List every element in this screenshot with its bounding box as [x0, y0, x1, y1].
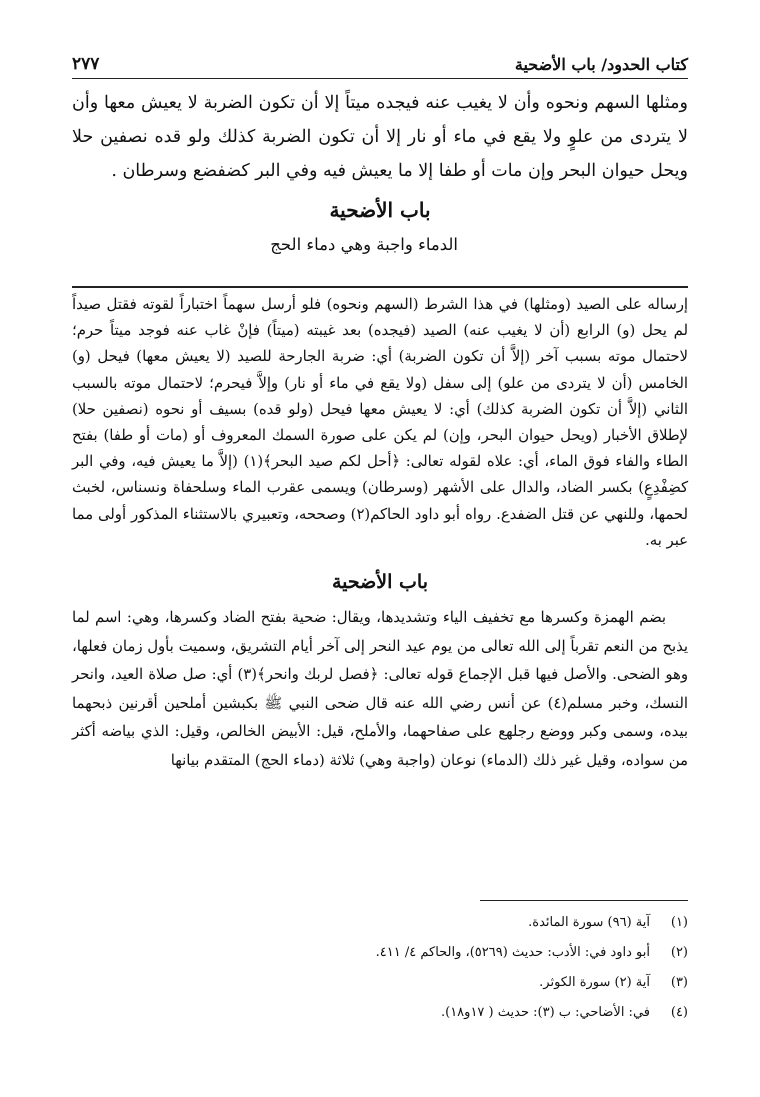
page-number: ٢٧٧	[72, 54, 100, 74]
sharh-paragraph-2: بضم الهمزة وكسرها مع تخفيف الياء وتشديدها، ويقال: ضحية بفتح الضاد وكسرها، وهي: اسم لما يذبح من النعم تقرباً إلى الله تعالى من يوم عيد النحر إلى آخر أيام التشريق، وسميت بأول زمان فعلها، وهو الضحى. والأصل فيها قبل الإجماع قوله تعالى: ﴿فصل لربك وانحر﴾(٣) أي: صل صلاة العيد، وانحر النسك، وخبر مسلم(٤) عن أنس رضي الله عنه قال ضحى النبي ﷺ بكبشين أملحين أقرنين ذبحهما بيده، وسمى وكبر ووضع رجلهع على صفاحهما، والأملح، قيل: الأبيض الخالص، وقيل: الذي بياضه أكثر من سواده، وقيل غير ذلك (الدماء) نوعان (واجبة وهي) ثلاثة (دماء الحج) المتقدم بيانها	[72, 609, 688, 769]
chapter-title: باب الأضحية	[329, 198, 431, 222]
footnote-text: آية (٩٦) سورة المائدة.	[528, 915, 650, 930]
sharh-text	[72, 292, 688, 775]
running-title: كتاب الحدود/ باب الأضحية	[514, 55, 688, 74]
footnote-number: (٤)	[670, 1005, 688, 1020]
chapter-subtitle: الدماء واجبة وهي دماء الحج	[270, 235, 458, 254]
matn-text	[72, 86, 688, 260]
matn-sharh-divider	[72, 286, 688, 288]
footnote-number: (١)	[670, 915, 688, 930]
footnote-rule	[480, 900, 688, 901]
footnote-text: أبو داود في: الأدب: حديث (٥٢٦٩)، والحاكم ٤/ ٤١١.	[375, 945, 650, 960]
section-title: باب الأضحية	[331, 571, 428, 594]
matn-paragraph: ومثلها السهم ونحوه وأن لا يغيب عنه فيجده ميتاً إلا أن تكون الضربة لا يعيش معها وأن لا يتردى من علوٍ ولا يقع في ماء أو نار إلا أن تكون الضربة كذلك ولو قده نصفين حلا ويحل حيوان البحر وإن مات أو طفا إلا ما يعيش فيه وفي البر كضفضع وسرطان .	[72, 93, 688, 181]
footnotes	[72, 908, 688, 1028]
footnote	[72, 908, 688, 938]
footnote-number: (٣)	[670, 975, 688, 990]
footnote	[72, 998, 688, 1028]
header-rule	[72, 78, 688, 79]
footnote	[72, 968, 688, 998]
page-header	[72, 42, 688, 74]
footnote	[72, 938, 688, 968]
sharh-paragraph-1: إرساله على الصيد (ومثلها) في هذا الشرط (السهم ونحوه) فلو أرسل سهماً اختباراً لقوته فقتل صيداً لم يحل (و) الرابع (أن لا يغيب عنه) الصيد (فيجده) بعد غيبته (ميتاً) فإنْ غاب عنه فوجد ميتاً حرم؛ لاحتمال موته بسبب آخر (إلاَّ أن تكون الضربة) أي: ضربة الجارحة للصيد (لا يعيش معها) فيحل (و) الخامس (أن لا يتردى من علو) إلى سفل (ولا يقع في ماء أو نار) وإلاَّ فيحرم؛ لاحتمال موته بالسبب الثاني (إلاَّ أن تكون الضربة كذلك) أي: لا يعيش معها فيحل (ولو قده) بسيف أو نحوه (نصفين حلا) لإطلاق الأخبار (ويحل حيوان البحر، وإن) لم يكن على صورة السمك المعروف أو (مات أو طفا) بفتح الطاء والفاء فوق الماء، أي: علاه لقوله تعالى: ﴿أحل لكم صيد البحر﴾(١) (إلاَّ ما يعيش فيه، وفي البر كضِفْدِعٍ) بكسر الضاد، والدال على الأشهر (وسرطان) ويسمى عقرب الماء وسلحفاة ونسناس، لخبث لحمها، وللنهي عن قتل الضفدع. رواه أبو داود الحاكم(٢) وصححه، وتعبيري بالاستثناء المذكور أولى مما عبر به.	[72, 296, 688, 549]
footnote-text: في: الأضاحي: ب (٣): حديث ( ١٧و١٨).	[440, 1005, 650, 1020]
footnote-text: آية (٢) سورة الكوثر.	[539, 975, 650, 990]
footnote-number: (٢)	[670, 945, 688, 960]
